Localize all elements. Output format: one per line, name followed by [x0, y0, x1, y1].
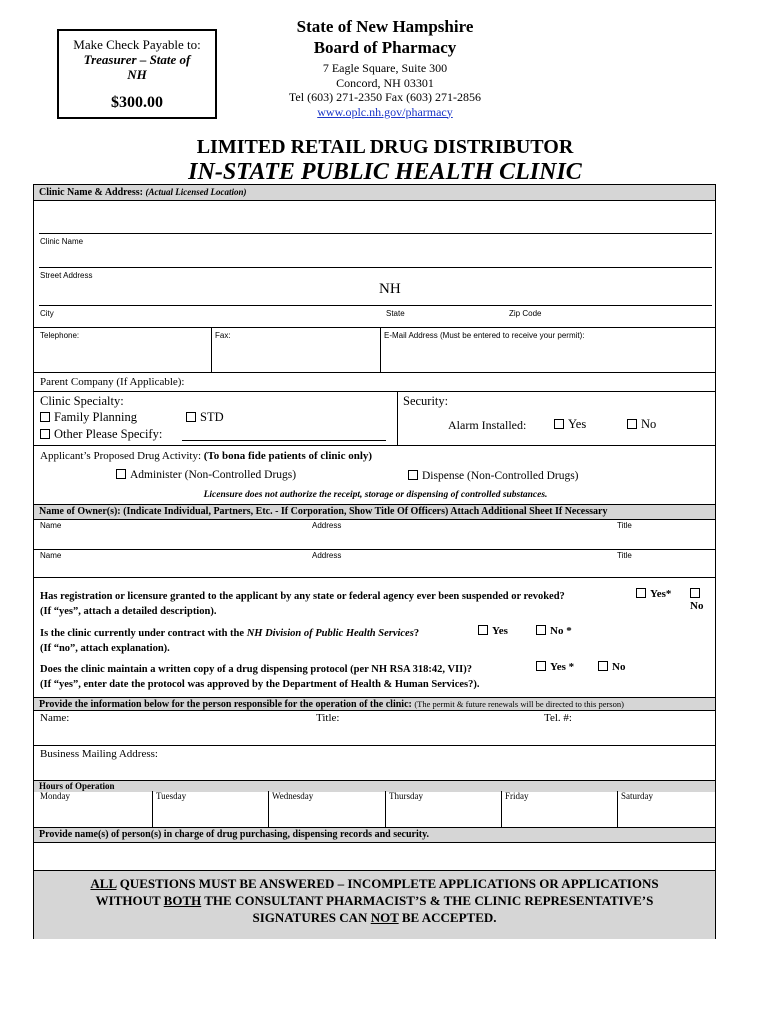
payable-box	[57, 29, 217, 119]
q3-no-checkbox[interactable]	[598, 661, 608, 671]
question-1-text: Has registration or licensure granted to the applicant by any state or federal agency ever been suspended or revoked?	[40, 591, 565, 602]
agency-address2: Concord, NH 03301	[336, 75, 434, 90]
agency-header	[260, 16, 510, 119]
clinic-section-header	[34, 185, 715, 201]
form-subtitle: IN-STATE PUBLIC HEALTH CLINIC	[188, 159, 582, 185]
drug-activity-label: Applicant’s Proposed Drug Activity: (To bona fide patients of clinic only)	[40, 450, 373, 462]
question-2-note: (If “no”, attach explanation).	[40, 643, 170, 654]
owner-row-1[interactable]	[34, 520, 715, 550]
q3-yes-checkbox[interactable]	[536, 661, 546, 671]
agency-phone: Tel (603) 271-2350 Fax (603) 271-2856	[288, 90, 482, 104]
agency-state: State of New Hampshire	[296, 17, 474, 36]
state-value: NH	[379, 281, 401, 297]
contact-row	[34, 327, 715, 373]
responsible-tel-label: Tel. #:	[544, 712, 572, 724]
administer-checkbox[interactable]	[116, 469, 126, 479]
hours-thursday[interactable]: Thursday	[389, 791, 423, 801]
owners-section-header: Name of Owner(s): (Indicate Individual, Partners, Etc. - If Corporation, Show Title Of Officers) Attach Additional Sheet If Necessary	[34, 505, 715, 520]
alarm-label: Alarm Installed:	[448, 418, 527, 432]
hours-wednesday[interactable]: Wednesday	[272, 791, 314, 801]
payable-line1: Make Check Payable to:	[73, 37, 201, 52]
question-3-text: Does the clinic maintain a written copy of a drug dispensing protocol (per NH RSA 318:42, VII)?	[40, 664, 472, 675]
other-option[interactable]: Other Please Specify:	[40, 427, 162, 442]
question-1-note: (If “yes”, attach a detailed description).	[40, 606, 217, 617]
notice-line3: SIGNATURES CAN NOT BE ACCEPTED.	[252, 910, 497, 925]
question-1	[40, 589, 565, 619]
q3-no-option[interactable]: No	[598, 661, 625, 673]
owner-title-label: Title	[617, 521, 632, 530]
responsible-title-label: Title:	[316, 712, 340, 724]
alarm-yes-checkbox[interactable]	[554, 419, 564, 429]
question-2	[40, 626, 419, 656]
mailing-address-label: Business Mailing Address:	[40, 748, 158, 760]
std-option[interactable]: STD	[186, 410, 224, 425]
street-address-field[interactable]	[39, 267, 712, 268]
street-address-label: Street Address	[40, 271, 93, 280]
notice-line1: ALL QUESTIONS MUST BE ANSWERED – INCOMPLETE APPLICATIONS OR APPLICATIONS	[90, 876, 659, 891]
clinic-name-field[interactable]	[39, 233, 712, 234]
email-label: E-Mail Address (Must be entered to receive your permit):	[384, 331, 585, 340]
notice-line2: WITHOUT BOTH THE CONSULTANT PHARMACIST’S & THE CLINIC REPRESENTATIVE’S	[95, 893, 654, 908]
city-state-zip-field[interactable]	[39, 305, 712, 306]
agency-address1: 7 Eagle Square, Suite 300	[322, 61, 448, 75]
licensure-disclaimer: Licensure does not authorize the receipt, storage or dispensing of controlled substances.	[203, 490, 548, 500]
parent-company-row[interactable]	[34, 373, 715, 392]
responsible-name-label: Name:	[40, 712, 70, 724]
other-checkbox[interactable]	[40, 429, 50, 439]
responsible-name-row[interactable]	[34, 711, 715, 746]
owner-row-2[interactable]	[34, 550, 715, 578]
clinic-section-note: (Actual Licensed Location)	[145, 187, 247, 197]
persons-section-header: Provide name(s) of person(s) in charge of drug purchasing, dispensing records and security.	[34, 828, 715, 843]
state-label: State	[386, 309, 405, 318]
responsible-section-header: Provide the information below for the person responsible for the operation of the clinic: (The permit & future renewals will be directed to this person)	[34, 698, 715, 711]
q2-no-checkbox[interactable]	[536, 625, 546, 635]
specialty-label: Clinic Specialty:	[40, 394, 124, 408]
administer-option[interactable]: Administer (Non-Controlled Drugs)	[116, 469, 296, 481]
q1-no-option[interactable]: No	[690, 588, 715, 612]
owner-address-label: Address	[312, 521, 342, 530]
alarm-no-checkbox[interactable]	[627, 419, 637, 429]
alarm-yes-option[interactable]: Yes	[554, 417, 586, 432]
hours-saturday[interactable]: Saturday	[621, 791, 653, 801]
hours-row	[34, 791, 715, 828]
family-planning-checkbox[interactable]	[40, 412, 50, 422]
fee-amount: $300.00	[111, 94, 163, 111]
q2-yes-option[interactable]: Yes	[478, 625, 508, 637]
drug-activity-row	[34, 446, 715, 505]
payable-line3: NH	[127, 67, 147, 82]
mailing-address-row[interactable]	[34, 746, 715, 781]
question-3	[40, 662, 480, 692]
completion-notice	[34, 871, 715, 939]
q3-yes-option[interactable]: Yes *	[536, 661, 574, 673]
hours-tuesday[interactable]: Tuesday	[156, 791, 187, 801]
family-planning-option[interactable]: Family Planning	[40, 410, 137, 425]
question-3-note: (If “yes”, enter date the protocol was approved by the Department of Health & Human Services?).	[40, 679, 480, 690]
parent-company-label: Parent Company (If Applicable):	[40, 376, 185, 388]
hours-friday[interactable]: Friday	[505, 791, 529, 801]
questions-block	[34, 578, 715, 698]
owner-name-label: Name	[40, 521, 62, 530]
clinic-section-label: Clinic Name & Address:	[39, 187, 143, 198]
telephone-label: Telephone:	[40, 331, 80, 340]
application-form	[33, 184, 716, 939]
zip-label: Zip Code	[509, 309, 542, 318]
agency-website-link[interactable]: www.oplc.nh.gov/pharmacy	[317, 104, 453, 119]
hours-monday[interactable]: Monday	[40, 791, 70, 801]
owner-address-label: Address	[312, 551, 342, 560]
q1-yes-option[interactable]: Yes*	[636, 588, 671, 600]
owner-title-label: Title	[617, 551, 632, 560]
city-label: City	[40, 309, 54, 318]
q2-yes-checkbox[interactable]	[478, 625, 488, 635]
owner-name-label: Name	[40, 551, 62, 560]
question-2-text: Is the clinic currently under contract with the NH Division of Public Health Services?	[40, 628, 420, 639]
q1-yes-checkbox[interactable]	[636, 588, 646, 598]
alarm-no-option[interactable]: No	[627, 417, 656, 432]
persons-field[interactable]	[34, 843, 715, 871]
security-label: Security:	[403, 394, 449, 408]
fax-label: Fax:	[215, 331, 231, 340]
q1-no-checkbox[interactable]	[690, 588, 700, 598]
other-specify-field[interactable]	[182, 440, 386, 441]
payable-line2: Treasurer – State of	[83, 52, 191, 67]
clinic-name-label: Clinic Name	[40, 237, 84, 246]
agency-board: Board of Pharmacy	[313, 38, 457, 57]
form-title: LIMITED RETAIL DRUG DISTRIBUTOR	[196, 136, 574, 158]
specialty-security-row	[34, 392, 715, 446]
dispense-option[interactable]: Dispense (Non-Controlled Drugs)	[408, 470, 579, 482]
std-checkbox[interactable]	[186, 412, 196, 422]
dispense-checkbox[interactable]	[408, 470, 418, 480]
q2-no-option[interactable]: No *	[536, 625, 572, 637]
hours-section-header: Hours of Operation	[34, 781, 715, 792]
